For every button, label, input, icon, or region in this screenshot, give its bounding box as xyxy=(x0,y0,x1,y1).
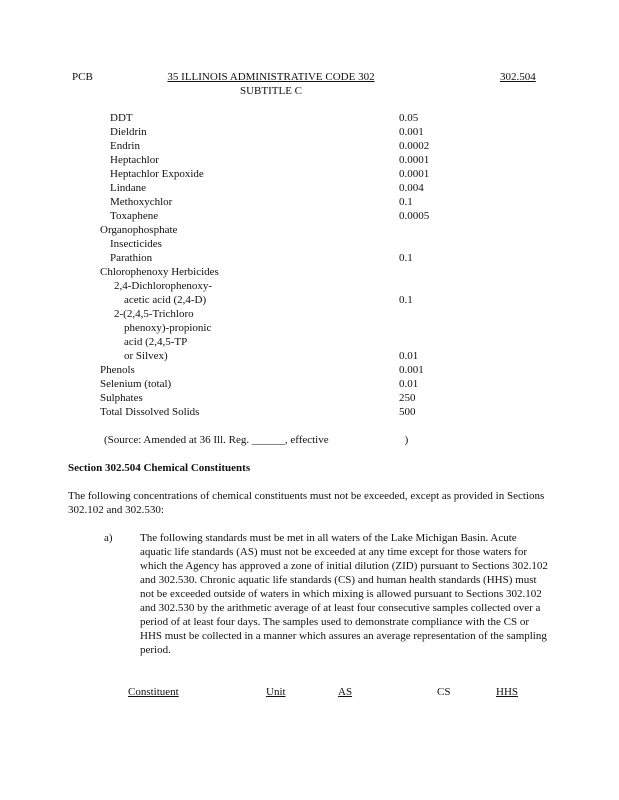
constituent-name: Phenols xyxy=(100,364,135,376)
constituent-name: Heptachlor xyxy=(110,154,159,166)
table-row xyxy=(0,335,619,349)
constituent-name: acetic acid (2,4-D) xyxy=(124,294,207,306)
constituent-name: DDT xyxy=(110,112,133,124)
constituent-name: acid (2,4,5-TP xyxy=(124,336,188,348)
table-row xyxy=(0,209,619,223)
source-note-close: ) xyxy=(404,434,409,446)
table-row xyxy=(0,293,619,307)
table-row xyxy=(0,279,619,293)
constituent-name: Parathion xyxy=(110,252,153,264)
constituent-name: Dieldrin xyxy=(110,126,147,138)
constituent-value: 0.0001 xyxy=(399,168,430,180)
column-header-cs: CS xyxy=(437,686,451,698)
table-row xyxy=(0,111,619,125)
table-row xyxy=(0,139,619,153)
constituent-name: Heptachlor Expoxide xyxy=(110,168,204,180)
header-subtitle: SUBTITLE C xyxy=(239,85,303,97)
header-code-title: 35 ILLINOIS ADMINISTRATIVE CODE 302 xyxy=(167,71,375,83)
section-title: Section 302.504 Chemical Constituents xyxy=(68,462,251,474)
constituent-name: Lindane xyxy=(110,182,147,194)
item-a-label: a) xyxy=(104,532,113,544)
constituent-value: 0.0005 xyxy=(399,210,430,222)
constituent-name: Endrin xyxy=(110,140,140,152)
table-row xyxy=(0,251,619,265)
table-row xyxy=(0,195,619,209)
table-row xyxy=(0,349,619,363)
constituent-name: Toxaphene xyxy=(110,210,159,222)
constituent-name: or Silvex) xyxy=(124,350,168,362)
constituent-name: Total Dissolved Solids xyxy=(100,406,200,418)
constituent-name: phenoxy)-propionic xyxy=(124,322,212,334)
constituent-value: 500 xyxy=(399,406,416,418)
table-row xyxy=(0,181,619,195)
constituent-value: 0.05 xyxy=(399,112,419,124)
constituent-value: 0.001 xyxy=(399,364,424,376)
item-a-text: The following standards must be met in all waters of the Lake Michigan Basin. Acute aquatic life standards (AS) must not be exceeded at any time except for those waters for which the Agency has approved a zone of initial dilution (ZID) pursuant to Sections 302.102 and 302.530. Chronic aquatic life standards (CS) and human health standards (HHS) must not be exceeded outside of waters in which mixing is allowed pursuant to Sections 302.102 and 302.530 by the arithmetic average of at least four consecutive samples collected over a period of at least four days. The samples used to demonstrate compliance with the CS or HHS must be collected in a manner which assures an average representation of the sampling period. xyxy=(140,532,548,656)
constituent-name: Methoxychlor xyxy=(110,196,173,208)
table-row xyxy=(0,167,619,181)
table-row xyxy=(0,321,619,335)
column-header-constituent: Constituent xyxy=(128,686,179,698)
constituent-value: 0.1 xyxy=(399,294,413,306)
constituent-name: Insecticides xyxy=(110,238,162,250)
constituent-value: 0.1 xyxy=(399,252,413,264)
constituent-value: 0.0002 xyxy=(399,140,430,152)
table-row xyxy=(0,237,619,251)
constituent-name: Organophosphate xyxy=(100,224,178,236)
table-row xyxy=(0,377,619,391)
constituent-value: 0.01 xyxy=(399,378,419,390)
source-note xyxy=(104,433,408,447)
constituent-value: 0.004 xyxy=(399,182,424,194)
table-row xyxy=(0,223,619,237)
column-header-unit: Unit xyxy=(266,686,286,698)
table-row xyxy=(0,153,619,167)
constituent-value: 0.001 xyxy=(399,126,424,138)
constituent-value: 0.0001 xyxy=(399,154,430,166)
source-note-text: (Source: Amended at 36 Ill. Reg. ______, effective xyxy=(104,434,329,446)
table-row xyxy=(0,391,619,405)
constituent-value: 0.01 xyxy=(399,350,419,362)
constituent-name: Chlorophenoxy Herbicides xyxy=(100,266,219,278)
intro-paragraph: The following concentrations of chemical constituents must not be exceeded, except as provided in Sections 302.102 and 302.530: xyxy=(68,490,545,516)
header-section-number: 302.504 xyxy=(500,71,536,83)
table-row xyxy=(0,307,619,321)
table-row xyxy=(0,265,619,279)
constituent-value: 0.1 xyxy=(399,196,413,208)
header-agency: PCB xyxy=(72,71,93,83)
table-row xyxy=(0,405,619,419)
table-row xyxy=(0,363,619,377)
constituent-table xyxy=(0,111,619,419)
constituent-name: Selenium (total) xyxy=(100,378,172,390)
constituent-name: 2,4-Dichlorophenoxy- xyxy=(114,280,213,292)
column-header-as: AS xyxy=(338,686,353,698)
constituent-name: Sulphates xyxy=(100,392,143,404)
column-header-hhs: HHS xyxy=(496,686,519,698)
table-row xyxy=(0,125,619,139)
constituent-value: 250 xyxy=(399,392,416,404)
constituent-name: 2-(2,4,5-Trichloro xyxy=(114,308,194,320)
